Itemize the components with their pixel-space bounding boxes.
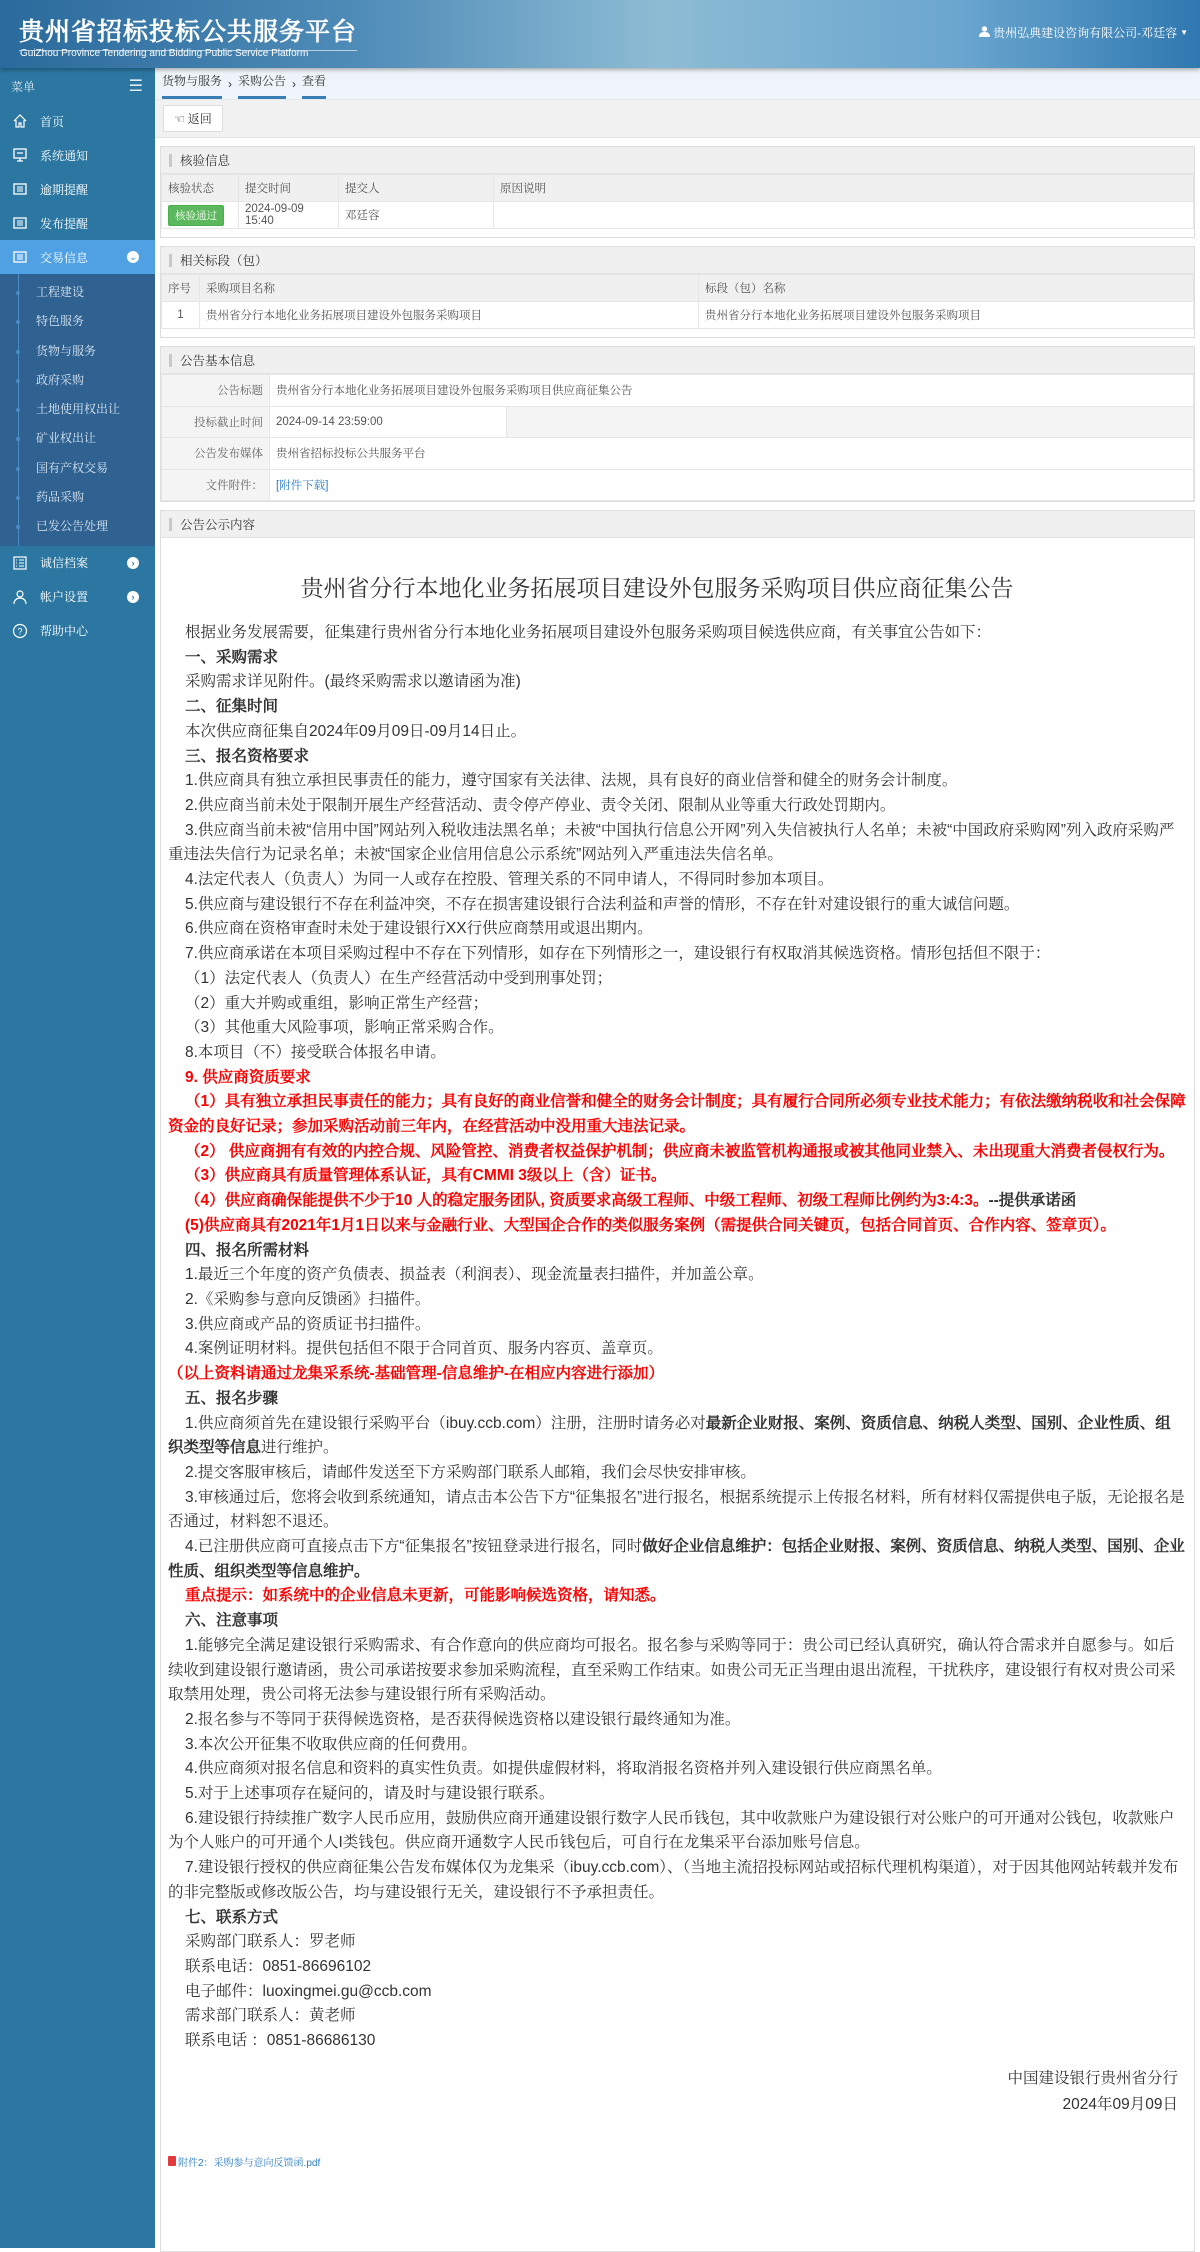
section-name: 贵州省分行本地化业务拓展项目建设外包服务采购项目 (699, 302, 1194, 329)
breadcrumb (155, 68, 1200, 100)
paragraph (168, 1412, 1186, 1461)
text-segment: 根据业务发展需要，征集建行贵州省分行本地化业务拓展项目建设外包服务采购项目候选供应商，有关事宜公告如下： (185, 624, 992, 641)
submit-time: 2024-09-09 15:40 (239, 202, 339, 229)
text-segment: 1.能够完全满足建设银行采购需求、有合作意向的供应商均可报名。报名参与采购等同于：贵公司已经认真研究，确认符合需求并自愿参与。如后续收到建设银行邀请函，贵公司承诺按要求参加采购流程，直至采购工作结束。如贵公司无正当理由退出流程，干扰秩序，建设银行有权对贵公司采取禁用处理，贵公司将无法参与建设银行所有采购活动。 (168, 1636, 1176, 1704)
hamburger-icon[interactable]: ☰ (128, 78, 143, 95)
paragraph (168, 1584, 1186, 1609)
home-icon (12, 113, 28, 129)
basic-info-panel (160, 346, 1195, 502)
text-segment: （4）供应商确保能提供不少于10 人的稳定服务团队, 资质要求高级工程师、中级工程师、初级工程师比例约为3:4:3。 (185, 1192, 989, 1210)
text-segment: (5)供应商具有2021年1月1日以来与金融行业、大型国企合作的类似服务案例（需提供合同关键页，包括合同首页、合作内容、签章页）。 (185, 1216, 1116, 1234)
basic-info-table (161, 374, 1194, 501)
sidebar-subitem[interactable]: 政府采购 (0, 366, 155, 395)
text-segment: 联系电话：0851-86696102 (185, 1957, 372, 1975)
content-panel (160, 510, 1195, 2252)
text-segment: （2） 供应商拥有有效的内控合规、风险管控、消费者权益保护机制；供应商未被监管机构通报或被其他同业禁入、未出现重大消费者侵权行为。 (185, 1142, 1175, 1160)
section-heading (168, 1239, 1186, 1264)
paragraph (168, 893, 1186, 918)
text-segment: 采购需求详见附件。(最终采购需求以邀请函为准) (185, 673, 521, 691)
signature-date: 2024年09月09日 (1062, 2095, 1178, 2113)
text-segment: 9. 供应商资质要求 (185, 1068, 311, 1086)
section-heading (168, 1609, 1186, 1634)
sidebar-item-home[interactable]: 首页 (0, 104, 155, 138)
text-segment: 3.审核通过后，您将会收到系统通知，请点击本公告下方“征集报名”进行报名，根据系统提示上传报名材料，所有材料仅需提供电子版，无论报名是否通过，材料恕不退还。 (168, 1488, 1185, 1531)
text-segment: 8.本项目（不）接受联合体报名申请。 (185, 1043, 446, 1061)
paragraph (168, 1164, 1186, 1189)
breadcrumb-item[interactable]: 货物与服务 (162, 72, 222, 99)
paragraph (168, 1757, 1186, 1782)
announcement-title: 贵州省分行本地化业务拓展项目建设外包服务采购项目供应商征集公告 (270, 375, 1194, 407)
panel-title: 公告基本信息 (161, 347, 1194, 374)
text-segment: 2.供应商当前未处于限制开展生产经营活动、责令停产停业、责令关闭、限制从业等重大行政处罚期内。 (185, 796, 896, 814)
section-heading (168, 1906, 1186, 1931)
text-segment: 7.建设银行授权的供应商征集公告发布媒体仅为龙集采（ibuy.ccb.com）、（当地主流招投标网站或招标代理机构渠道），对于因其他网站转载并发布的非完整版或修改版公告，均与建设银行无关，建设银行不予承担责任。 (168, 1859, 1179, 1901)
sidebar-subitem[interactable]: 矿业权出让 (0, 424, 155, 453)
deadline-value: 2024-09-14 23:59:00 (270, 406, 507, 438)
paragraph (168, 1288, 1186, 1313)
column-header: 提交时间 (239, 175, 339, 202)
paragraph (168, 1461, 1186, 1486)
paragraph (168, 1189, 1186, 1214)
text-segment: --提供承诺函 (988, 1192, 1077, 1210)
breadcrumb-separator: › (228, 77, 233, 91)
sidebar-subitem[interactable]: 特色服务 (0, 307, 155, 336)
paragraph (168, 942, 1186, 967)
text-segment: 重点提示：如系统中的企业信息未更新，可能影响候选资格，请知悉。 (185, 1587, 666, 1605)
list-icon (12, 215, 28, 231)
text-segment: 4.案例证明材料。提供包括但不限于合同首页、服务内容页、盖章页。 (185, 1340, 663, 1358)
text-segment: 2.报名参与不等同于获得候选资格，是否获得候选资格以建设银行最终通知为准。 (185, 1710, 741, 1728)
text-segment: 三、报名资格要求 (185, 747, 310, 765)
text-segment: 本次供应商征集自2024年09月09日-09月14日止。 (185, 722, 527, 740)
breadcrumb-item[interactable]: 查看 (302, 72, 326, 99)
text-segment: 1.供应商具有独立承担民事责任的能力，遵守国家有关法律、法规，具有良好的商业信誉和健全的财务会计制度。 (185, 772, 958, 790)
panel-title: 公告公示内容 (161, 511, 1194, 538)
list-icon (12, 249, 28, 265)
paragraph (168, 1980, 1186, 2005)
paragraph (168, 967, 1186, 992)
column-header: 标段（包）名称 (699, 275, 1194, 302)
text-segment: 4.供应商须对报名信息和资料的真实性负责。如提供虚假材料，将取消报名资格并列入建设银行供应商黑名单。 (185, 1760, 942, 1778)
sidebar-subitem[interactable]: 土地使用权出让 (0, 395, 155, 424)
sidebar (0, 68, 155, 2248)
back-button[interactable]: ☜ 返回 (163, 105, 223, 132)
list-icon (12, 181, 28, 197)
sections-table (161, 274, 1194, 329)
paragraph (168, 2029, 1186, 2054)
text-segment: 3.供应商当前未被“信用中国”网站列入税收违法黑名单；未被“中国执行信息公开网”列入失信被执行人名单；未被“中国政府采购网”列入政府采购严重违法失信行为记录名单；未被“国家企业信用信息公示系统”网站列入严重违法失信名单。 (168, 821, 1175, 864)
sections-panel (160, 246, 1195, 338)
paragraph (168, 1016, 1186, 1041)
text-segment: 六、注意事项 (185, 1612, 279, 1630)
monitor-icon (12, 147, 28, 163)
paragraph (168, 1955, 1186, 1980)
paragraph (168, 1856, 1186, 1905)
sidebar-item-help[interactable]: ? 帮助中心 (0, 614, 155, 648)
breadcrumb-item[interactable]: 采购公告 (238, 72, 286, 99)
field-label: 投标截止时间 (162, 406, 270, 438)
sidebar-item-publish[interactable]: 发布提醒 (0, 206, 155, 240)
sidebar-subitem[interactable]: 国有产权交易 (0, 454, 155, 483)
field-label: 公告标题 (162, 375, 270, 407)
sidebar-subitem[interactable]: 已发公告处理 (0, 512, 155, 541)
sidebar-item-credit[interactable]: 诚信档案 › (0, 546, 155, 580)
sidebar-subitem[interactable]: 药品采购 (0, 483, 155, 512)
paragraph (168, 1930, 1186, 1955)
text-segment: 3.供应商或产品的资质证书扫描件。 (185, 1315, 431, 1333)
text-segment: （以上资料请通过龙集采系统-基础管理-信息维护-在相应内容进行添加） (168, 1365, 664, 1383)
attachment-link[interactable]: 附件2：采购参与意向反馈函.pdf (178, 2157, 321, 2169)
text-segment: 进行维护。 (261, 1439, 339, 1457)
list-icon (12, 555, 28, 571)
main-content (155, 68, 1200, 2252)
app-header (0, 0, 1200, 68)
text-segment: （3）供应商具有质量管理体系认证，具有CMMI 3级以上（含）证书。 (185, 1167, 667, 1185)
breadcrumb-separator: › (292, 77, 297, 91)
text-segment: 4.法定代表人（负责人）为同一人或存在控股、管理关系的不同申请人，不得同时参加本项目。 (185, 871, 834, 889)
text-segment: 3.本次公开征集不收取供应商的任何费用。 (185, 1735, 477, 1753)
paragraph (168, 670, 1186, 695)
paragraph (168, 621, 1186, 646)
submitter: 邓廷容 (339, 202, 494, 229)
user-name: 贵州弘典建设咨询有限公司-邓廷容 (993, 26, 1178, 40)
text-segment: 2.《采购参与意向反馈函》扫描件。 (185, 1290, 431, 1308)
paragraph (168, 1782, 1186, 1807)
sidebar-submenu (0, 274, 155, 546)
caret-down-icon: ▼ (1180, 28, 1188, 37)
text-segment: 2.提交客服审核后，请邮件发送至下方采购部门联系人邮箱，我们会尽快安排审核。 (185, 1463, 756, 1481)
row-number: 1 (162, 302, 200, 329)
sidebar-subitem[interactable]: 工程建设 (0, 278, 155, 307)
text-segment: （1）具有独立承担民事责任的能力；具有良好的商业信誉和健全的财务会计制度；具有履行合同所必须专业技术能力；有依法缴纳税收和社会保障资金的良好记录；参加采购活动前三年内，在经营活动中没用重大违法记录。 (168, 1093, 1186, 1136)
paragraph (168, 1807, 1186, 1856)
back-hand-icon: ☜ (174, 111, 185, 126)
panel-title: 核验信息 (161, 147, 1194, 174)
paragraph (168, 1140, 1186, 1165)
text-segment: （2）重大并购或重组，影响正常生产经营； (185, 994, 489, 1012)
paragraph (168, 1041, 1186, 1066)
paragraph (168, 720, 1186, 745)
document-body (168, 621, 1186, 2054)
text-segment: （1）法定代表人（负责人）在生产经营活动中受到刑事处罚； (185, 969, 613, 987)
sidebar-item-notices[interactable]: 系统通知 (0, 138, 155, 172)
section-heading (168, 1387, 1186, 1412)
sidebar-subitem[interactable]: 货物与服务 (0, 337, 155, 366)
document-title: 贵州省分行本地化业务拓展项目建设外包服务采购项目供应商征集公告 (300, 575, 1014, 601)
attachment (168, 2154, 1186, 2169)
reason (494, 202, 1194, 229)
project-name: 贵州省分行本地化业务拓展项目建设外包服务采购项目 (200, 302, 699, 329)
status-badge: 核验通过 (168, 205, 224, 226)
verify-table (161, 174, 1194, 229)
text-segment: 一、采购需求 (185, 648, 279, 666)
chevron-right-icon: › (127, 557, 139, 569)
text-segment: 7.供应商承诺在本项目采购过程中不存在下列情形，如存在下列情形之一，建设银行有权取消其候选资格。情形包括但不限于： (185, 945, 1051, 963)
text-segment: （3）其他重大风险事项，影响正常采购合作。 (185, 1019, 504, 1037)
text-segment: 5.供应商与建设银行不存在利益冲突，不存在损害建设银行合法利益和声誉的情形，不存在针对建设银行的重大诚信问题。 (185, 895, 1020, 913)
text-segment: 五、报名步骤 (185, 1389, 279, 1407)
pdf-icon (168, 2156, 176, 2166)
paragraph (168, 868, 1186, 893)
paragraph (168, 1535, 1186, 1584)
signature-org: 中国建设银行贵州省分行 (1007, 2069, 1178, 2087)
help-icon (12, 623, 28, 639)
text-segment: 四、报名所需材料 (185, 1241, 310, 1259)
text-segment: 5.对于上述事项存在疑问的，请及时与建设银行联系。 (185, 1785, 555, 1803)
media-value: 贵州省招标投标公共服务平台 (270, 438, 1194, 470)
text-segment: 电子邮件：luoxingmei.gu@ccb.com (185, 1982, 432, 2000)
attachment-download-link[interactable]: [附件下载] (276, 479, 329, 492)
column-header: 核验状态 (162, 175, 239, 202)
text-segment: 二、征集时间 (185, 698, 279, 716)
paragraph (168, 1313, 1186, 1338)
paragraph (168, 1634, 1186, 1708)
paragraph (168, 769, 1186, 794)
section-heading (168, 646, 1186, 671)
column-header: 提交人 (339, 175, 494, 202)
paragraph (168, 794, 1186, 819)
paragraph (168, 1733, 1186, 1758)
svg-text:?: ? (17, 626, 23, 637)
section-heading (168, 745, 1186, 770)
toolbar (155, 100, 1200, 138)
column-header: 采购项目名称 (200, 275, 699, 302)
column-header: 原因说明 (494, 175, 1194, 202)
chevron-right-icon: › (127, 591, 139, 603)
paragraph (168, 1214, 1186, 1239)
paragraph (168, 917, 1186, 942)
paragraph (168, 992, 1186, 1017)
paragraph (168, 2004, 1186, 2029)
table-row (162, 202, 1194, 229)
text-segment: 需求部门联系人：黄老师 (185, 2007, 356, 2025)
sidebar-item-overdue[interactable]: 逾期提醒 (0, 172, 155, 206)
text-segment: 采购部门联系人：罗老师 (185, 1933, 356, 1951)
field-label: 公告发布媒体 (162, 438, 270, 470)
text-segment: 七、联系方式 (185, 1908, 279, 1926)
platform-subtitle: GuiZhou Province Tendering and Bidding Public Service Platform (20, 48, 309, 59)
paragraph (168, 1337, 1186, 1362)
platform-title: 贵州省招标投标公共服务平台 (19, 12, 357, 51)
paragraph (168, 819, 1186, 868)
paragraph (168, 1362, 1186, 1387)
paragraph (168, 1263, 1186, 1288)
panel-title: 相关标段（包） (161, 247, 1194, 274)
text-segment: 6.供应商在资格审查时未处于建设银行XX行供应商禁用或退出期内。 (185, 920, 653, 938)
section-heading (168, 695, 1186, 720)
text-segment: 1.供应商须首先在建设银行采购平台（ibuy.ccb.com）注册，注册时请务必对 (185, 1414, 706, 1432)
table-row (162, 302, 1194, 329)
field-label: 文件附件： (162, 469, 270, 501)
paragraph (168, 1486, 1186, 1535)
verify-panel (160, 146, 1195, 238)
menu-label: 菜单 (11, 79, 36, 94)
text-segment: 1.最近三个年度的资产负债表、损益表（利润表）、现金流量表扫描件，并加盖公章。 (185, 1266, 764, 1284)
text-segment: 最新企业财报、案例、资质信息、纳税人类型、国别、企业性质、组织类型等信息 (168, 1414, 1171, 1457)
paragraph (168, 1708, 1186, 1733)
sidebar-item-trade-info[interactable]: 交易信息 ⌄ (0, 240, 155, 274)
paragraph (168, 1066, 1186, 1091)
column-header: 序号 (162, 275, 200, 302)
user-menu[interactable] (979, 24, 1188, 41)
user-icon (12, 589, 28, 605)
text-segment: 联系电话 ：0851-86686130 (185, 2032, 376, 2050)
text-segment: 做好企业信息维护：包括企业财报、案例、资质信息、纳税人类型、国别、企业性质、组织类型等信息维护。 (168, 1538, 1185, 1580)
sidebar-item-account[interactable]: 帐户设置 › (0, 580, 155, 614)
text-segment: 6.建设银行持续推广数字人民币应用，鼓励供应商开通建设银行数字人民币钱包，其中收款账户为建设银行对公账户的可开通对公钱包，收款账户为个人账户的可开通个人I类钱包。供应商开通数字人民币钱包后，可自行在龙集采平台添加账号信息。 (168, 1809, 1175, 1852)
user-icon (979, 26, 990, 40)
paragraph (168, 1090, 1186, 1139)
signature (168, 2066, 1186, 2118)
text-segment: 4.已注册供应商可直接点击下方“征集报名”按钮登录进行报名，同时 (185, 1538, 643, 1556)
chevron-down-icon: ⌄ (127, 251, 139, 263)
